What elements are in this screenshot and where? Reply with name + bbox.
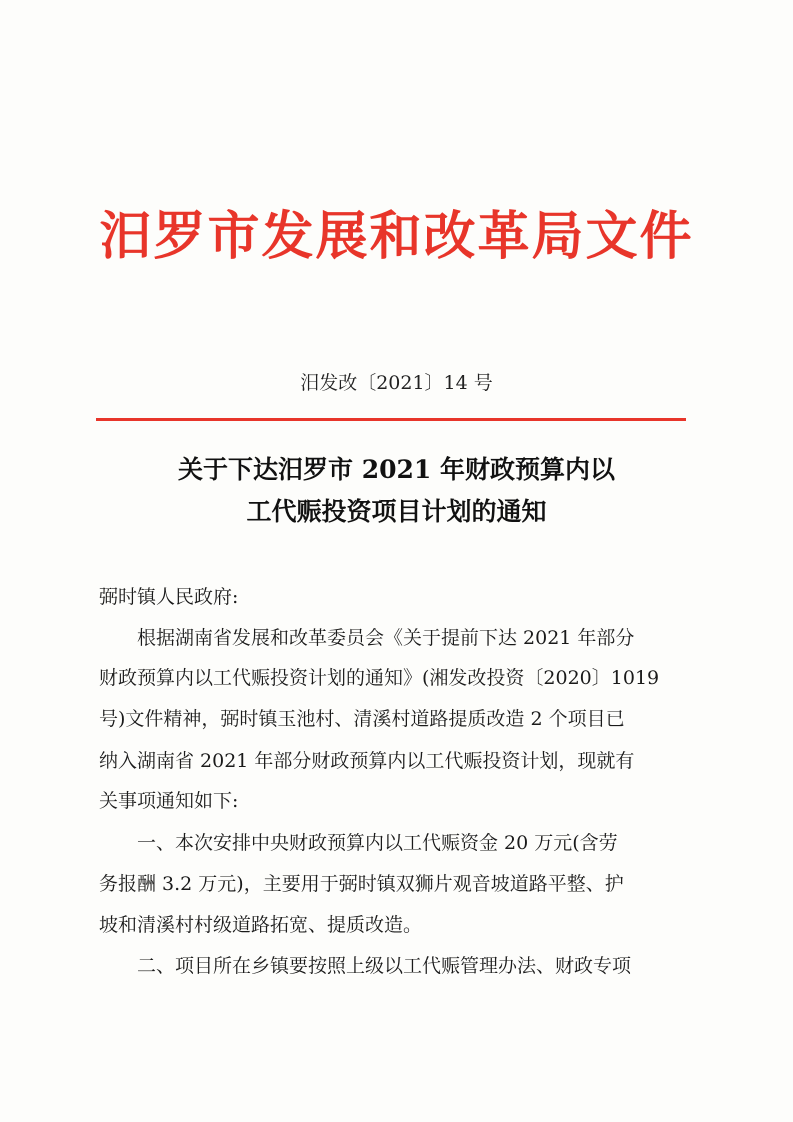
document-title-line-1: 关于下达汨罗市 2021 年财政预算内以 <box>178 455 615 484</box>
body-line-3: 号)文件精神，弼时镇玉池村、清溪村道路提质改造 2 个项目已 <box>99 708 625 730</box>
body-line-7: 务报酬 3.2 万元)，主要用于弼时镇双狮片观音坡道路平整、护 <box>99 873 624 895</box>
red-divider-line <box>96 418 686 421</box>
body-line-6: 一、本次安排中央财政预算内以工代赈资金 20 万元(含劳 <box>99 832 618 854</box>
body-line-1: 根据湖南省发展和改革委员会《关于提前下达 2021 年部分 <box>99 627 635 649</box>
addressee: 弼时镇人民政府: <box>99 586 239 608</box>
document-number: 汨发改〔2021〕14 号 <box>300 372 493 394</box>
body-line-2: 财政预算内以工代赈投资计划的通知》(湘发改投资〔2020〕1019 <box>99 667 660 689</box>
body-line-8: 坡和清溪村村级道路拓宽、提质改造。 <box>99 914 423 936</box>
body-line-4: 纳入湖南省 2021 年部分财政预算内以工代赈投资计划，现就有 <box>99 750 635 772</box>
document-title-line-2: 工代赈投资项目计划的通知 <box>246 497 547 526</box>
body-line-9: 二、项目所在乡镇要按照上级以工代赈管理办法、财政专项 <box>99 955 632 977</box>
body-line-5: 关事项通知如下: <box>99 790 239 812</box>
organization-header: 汨罗市发展和改革局文件 <box>99 207 694 267</box>
